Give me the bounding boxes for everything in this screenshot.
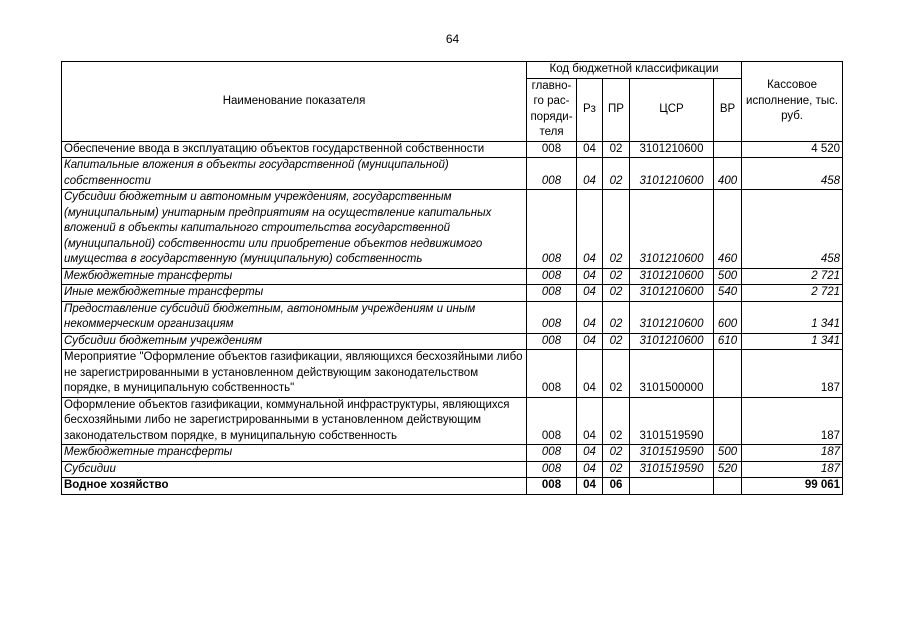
indicator-name-cell: Водное хозяйство <box>62 478 527 495</box>
vr-code-cell: 600 <box>714 301 742 333</box>
rz-code-cell: 04 <box>577 333 603 350</box>
admin-code-cell: 008 <box>527 285 577 302</box>
amount-cell: 187 <box>742 445 843 462</box>
pr-code-cell: 02 <box>603 350 630 398</box>
header-csr: ЦСР <box>630 78 714 141</box>
amount-cell: 187 <box>742 350 843 398</box>
vr-code-cell: 520 <box>714 461 742 478</box>
vr-code-cell: 500 <box>714 445 742 462</box>
amount-cell: 2 721 <box>742 268 843 285</box>
header-code-group: Код бюджетной классификации <box>527 62 742 79</box>
csr-code-cell: 3101519590 <box>630 461 714 478</box>
admin-code-cell: 008 <box>527 478 577 495</box>
pr-code-cell: 02 <box>603 141 630 158</box>
table-row <box>62 397 843 445</box>
table-row <box>62 268 843 285</box>
vr-code-cell: 400 <box>714 158 742 190</box>
pr-code-cell: 02 <box>603 285 630 302</box>
rz-code-cell: 04 <box>577 478 603 495</box>
pr-code-cell: 02 <box>603 333 630 350</box>
admin-code-cell: 008 <box>527 158 577 190</box>
admin-code-cell: 008 <box>527 445 577 462</box>
table-body <box>62 141 843 494</box>
csr-code-cell <box>630 478 714 495</box>
table-row <box>62 285 843 302</box>
csr-code-cell: 3101210600 <box>630 190 714 269</box>
amount-cell: 1 341 <box>742 301 843 333</box>
indicator-name-cell: Иные межбюджетные трансферты <box>62 285 527 302</box>
amount-cell: 187 <box>742 461 843 478</box>
pr-code-cell: 02 <box>603 445 630 462</box>
table-row <box>62 350 843 398</box>
indicator-name-cell: Обеспечение ввода в эксплуатацию объектов государственной собственности <box>62 141 527 158</box>
amount-cell: 458 <box>742 190 843 269</box>
vr-code-cell <box>714 397 742 445</box>
rz-code-cell: 04 <box>577 158 603 190</box>
rz-code-cell: 04 <box>577 285 603 302</box>
table-row <box>62 478 843 495</box>
csr-code-cell: 3101500000 <box>630 350 714 398</box>
vr-code-cell: 460 <box>714 190 742 269</box>
csr-code-cell: 3101210600 <box>630 285 714 302</box>
rz-code-cell: 04 <box>577 141 603 158</box>
header-admin: главно-го рас-поряди-теля <box>527 78 577 141</box>
indicator-name-cell: Субсидии бюджетным учреждениям <box>62 333 527 350</box>
csr-code-cell: 3101210600 <box>630 141 714 158</box>
table-row <box>62 461 843 478</box>
amount-cell: 458 <box>742 158 843 190</box>
table-row <box>62 141 843 158</box>
csr-code-cell: 3101210600 <box>630 158 714 190</box>
amount-cell: 187 <box>742 397 843 445</box>
amount-cell: 1 341 <box>742 333 843 350</box>
indicator-name-cell: Субсидии бюджетным и автономным учреждениям, государственным (муниципальным) унитарным предприятиям на осуществление капитальных вложений в объекты капитального строительства государственной (муниципальной) собственности или приобретение объектов недвижимого имущества в государственную (муниципальную) собственность <box>62 190 527 269</box>
rz-code-cell: 04 <box>577 461 603 478</box>
vr-code-cell: 500 <box>714 268 742 285</box>
rz-code-cell: 04 <box>577 445 603 462</box>
rz-code-cell: 04 <box>577 397 603 445</box>
rz-code-cell: 04 <box>577 190 603 269</box>
table-row <box>62 190 843 269</box>
vr-code-cell: 610 <box>714 333 742 350</box>
indicator-name-cell: Межбюджетные трансферты <box>62 268 527 285</box>
rz-code-cell: 04 <box>577 268 603 285</box>
indicator-name-cell: Межбюджетные трансферты <box>62 445 527 462</box>
csr-code-cell: 3101519590 <box>630 397 714 445</box>
table-row <box>62 445 843 462</box>
vr-code-cell: 540 <box>714 285 742 302</box>
header-name: Наименование показателя <box>62 62 527 142</box>
budget-table <box>61 61 843 495</box>
header-vr: ВР <box>714 78 742 141</box>
pr-code-cell: 02 <box>603 397 630 445</box>
csr-code-cell: 3101210600 <box>630 333 714 350</box>
csr-code-cell: 3101210600 <box>630 301 714 333</box>
pr-code-cell: 02 <box>603 301 630 333</box>
vr-code-cell <box>714 141 742 158</box>
csr-code-cell: 3101519590 <box>630 445 714 462</box>
admin-code-cell: 008 <box>527 268 577 285</box>
rz-code-cell: 04 <box>577 301 603 333</box>
admin-code-cell: 008 <box>527 190 577 269</box>
indicator-name-cell: Оформление объектов газификации, коммунальной инфраструктуры, являющихся бесхозяйными либо не зарегистрированными в установленном действующим законодательством порядке, в муниципальную собственность <box>62 397 527 445</box>
admin-code-cell: 008 <box>527 350 577 398</box>
admin-code-cell: 008 <box>527 141 577 158</box>
table-row <box>62 333 843 350</box>
header-rz: Рз <box>577 78 603 141</box>
indicator-name-cell: Капитальные вложения в объекты государственной (муниципальной) собственности <box>62 158 527 190</box>
amount-cell: 4 520 <box>742 141 843 158</box>
admin-code-cell: 008 <box>527 301 577 333</box>
csr-code-cell: 3101210600 <box>630 268 714 285</box>
header-pr: ПР <box>603 78 630 141</box>
table-row <box>62 301 843 333</box>
header-amount: Кассовое исполнение, тыс. руб. <box>742 62 843 142</box>
pr-code-cell: 02 <box>603 190 630 269</box>
indicator-name-cell: Субсидии <box>62 461 527 478</box>
page-number: 64 <box>445 32 460 46</box>
amount-cell: 2 721 <box>742 285 843 302</box>
vr-code-cell <box>714 478 742 495</box>
rz-code-cell: 04 <box>577 350 603 398</box>
pr-code-cell: 06 <box>603 478 630 495</box>
pr-code-cell: 02 <box>603 158 630 190</box>
indicator-name-cell: Предоставление субсидий бюджетным, автономным учреждениям и иным некоммерческим организациям <box>62 301 527 333</box>
indicator-name-cell: Мероприятие "Оформление объектов газификации, являющихся бесхозяйными либо не зарегистрированными в установленном действующим законодательством порядке, в муниципальную собственность" <box>62 350 527 398</box>
vr-code-cell <box>714 350 742 398</box>
pr-code-cell: 02 <box>603 268 630 285</box>
amount-cell: 99 061 <box>742 478 843 495</box>
table-row <box>62 158 843 190</box>
pr-code-cell: 02 <box>603 461 630 478</box>
admin-code-cell: 008 <box>527 461 577 478</box>
admin-code-cell: 008 <box>527 333 577 350</box>
admin-code-cell: 008 <box>527 397 577 445</box>
